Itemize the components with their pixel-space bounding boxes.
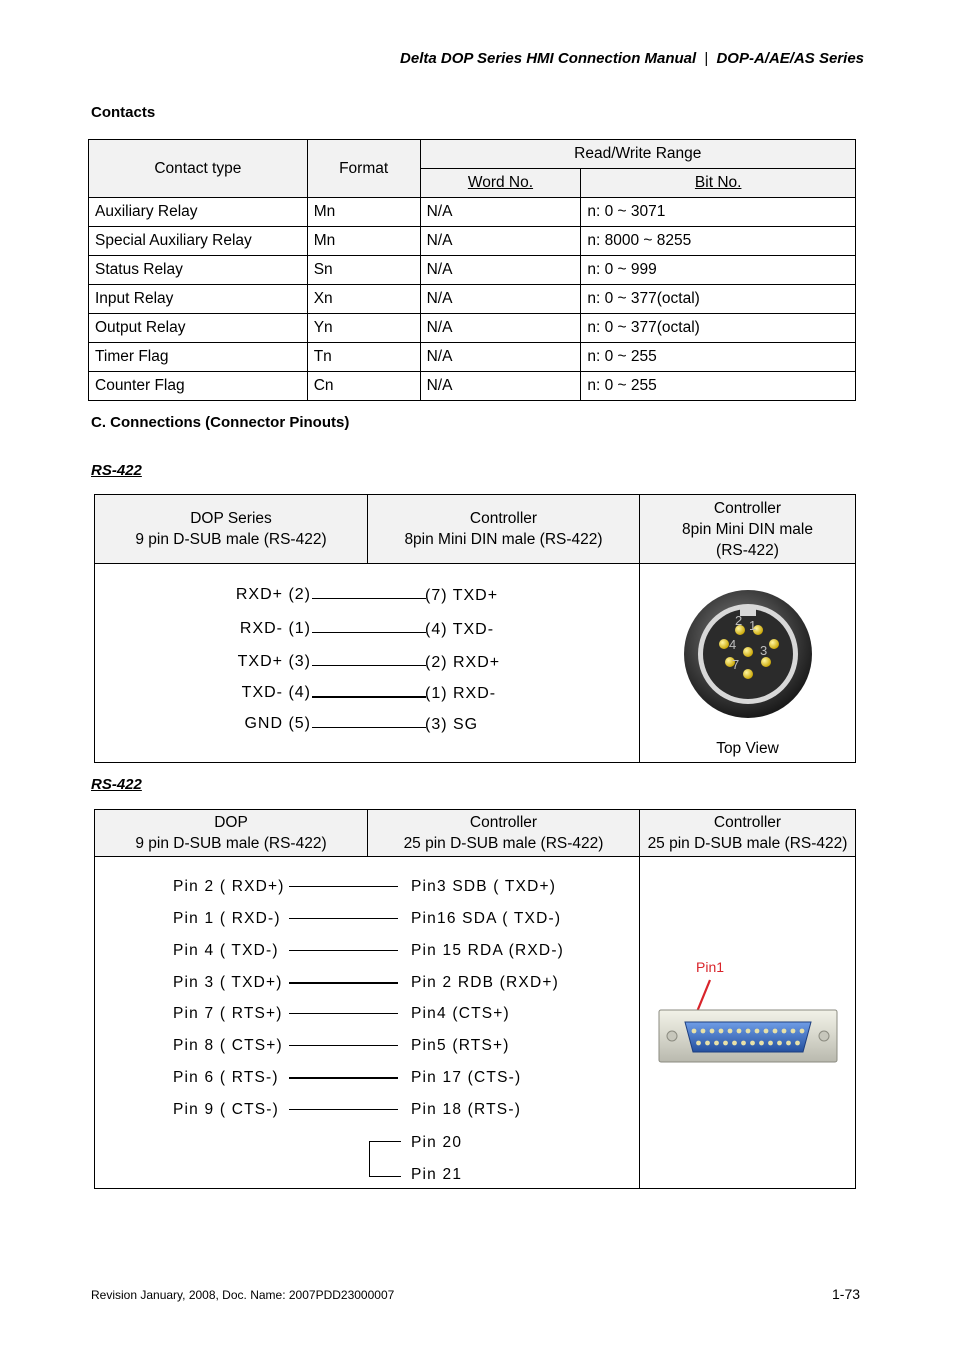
dop-pin-label: Pin 3 ( TXD+) (173, 974, 283, 991)
cell-word: N/A (420, 256, 581, 285)
controller-pin-label: Pin4 (CTS+) (411, 1005, 510, 1022)
controller-pin-label: (7) TXD+ (425, 587, 499, 604)
db25-pin (696, 1041, 701, 1046)
cell-bit: n: 8000 ~ 8255 (581, 227, 856, 256)
wire-line (289, 886, 398, 887)
din-pin-number: 1 (749, 618, 757, 633)
col-read-write-range: Read/Write Range (420, 140, 855, 169)
dop-pin-label: Pin 7 ( RTS+) (173, 1005, 283, 1022)
header-dop: DOP 9 pin D-SUB male (RS-422) (95, 810, 367, 856)
header-controller-dsub25-image: Controller 25 pin D-SUB male (RS-422) (640, 810, 855, 856)
contacts-table (88, 139, 856, 401)
cell-format: Mn (307, 227, 420, 256)
db25-connector-icon (658, 1008, 840, 1066)
db25-pin (759, 1041, 764, 1046)
cell-bit: n: 0 ~ 3071 (581, 198, 856, 227)
wire-line (312, 665, 426, 666)
db25-pin (741, 1041, 746, 1046)
db25-pin (732, 1041, 737, 1046)
controller-pin-label: Pin 18 (RTS-) (411, 1101, 522, 1118)
divider (639, 494, 640, 763)
divider (639, 809, 640, 1189)
header-dop-series: DOP Series 9 pin D-SUB male (RS-422) (95, 495, 367, 563)
mini-din-connector-icon (668, 580, 833, 735)
series-name: DOP-A/AE/AS Series (716, 50, 864, 67)
cell-type: Counter Flag (89, 372, 308, 401)
manual-title: Delta DOP Series HMI Connection Manual (400, 50, 697, 67)
table-row (89, 285, 856, 314)
connections-heading: C. Connections (Connector Pinouts) (91, 414, 350, 431)
controller-pin-label: Pin3 SDB ( TXD+) (411, 878, 557, 895)
wire-line (289, 982, 398, 984)
dop-pin-label: Pin 1 ( RXD-) (173, 910, 281, 927)
controller-pin-label: (1) RXD- (425, 685, 497, 702)
controller-pin-label: (3) SG (425, 716, 479, 733)
db25-pin (755, 1029, 760, 1034)
controller-pin-label: Pin 20 (411, 1134, 463, 1151)
table-row (89, 343, 856, 372)
revision-text: Revision January, 2008, Doc. Name: 2007PDD23000007 (91, 1288, 395, 1302)
db25-pin (710, 1029, 715, 1034)
header-controller-din-image: Controller 8pin Mini DIN male (RS-422) (640, 495, 855, 563)
header-controller-din: Controller 8pin Mini DIN male (RS-422) (368, 495, 639, 563)
cell-bit: n: 0 ~ 999 (581, 256, 856, 285)
header-separator: | (704, 50, 709, 67)
cell-format: Cn (307, 372, 420, 401)
din-pin-number: 4 (729, 637, 737, 652)
page-header (0, 50, 864, 67)
table-row (89, 256, 856, 285)
cell-word: N/A (420, 372, 581, 401)
controller-pin-label: Pin 15 RDA (RXD-) (411, 942, 565, 959)
divider (367, 494, 368, 564)
cell-type: Special Auxiliary Relay (89, 227, 308, 256)
cell-type: Input Relay (89, 285, 308, 314)
col-contact-type: Contact type (89, 140, 308, 198)
dop-pin-label: GND (5) (244, 715, 311, 732)
db25-pin (737, 1029, 742, 1034)
db25-pin (791, 1029, 796, 1034)
cell-word: N/A (420, 198, 581, 227)
wire-line (289, 1045, 398, 1046)
db25-pin (714, 1041, 719, 1046)
dop-pin-label: Pin 8 ( CTS+) (173, 1037, 283, 1054)
cell-bit: n: 0 ~ 377(octal) (581, 285, 856, 314)
dop-pin-label: Pin 4 ( TXD-) (173, 942, 279, 959)
dop-pin-label: Pin 6 ( RTS-) (173, 1069, 279, 1086)
dop-pin-label: RXD- (1) (239, 620, 311, 637)
controller-pin-label: Pin 21 (411, 1166, 463, 1183)
db25-pin (705, 1041, 710, 1046)
cell-word: N/A (420, 343, 581, 372)
col-bit-no: Bit No. (581, 169, 856, 198)
db25-pin (764, 1029, 769, 1034)
db25-pin (723, 1041, 728, 1046)
db25-pin (719, 1029, 724, 1034)
cell-bit: n: 0 ~ 255 (581, 372, 856, 401)
cell-format: Xn (307, 285, 420, 314)
col-format: Format (307, 140, 420, 198)
dop-pin-label: TXD- (4) (241, 684, 311, 701)
wire-line (312, 632, 426, 633)
db25-pin (768, 1041, 773, 1046)
dop-pin-label: Pin 9 ( CTS-) (173, 1101, 280, 1118)
table-row (89, 198, 856, 227)
cell-bit: n: 0 ~ 255 (581, 343, 856, 372)
controller-pin-label: Pin 17 (CTS-) (411, 1069, 522, 1086)
jumper-line (369, 1141, 401, 1142)
cell-word: N/A (420, 314, 581, 343)
cell-format: Sn (307, 256, 420, 285)
divider (367, 809, 368, 857)
cell-format: Mn (307, 198, 420, 227)
controller-pin-label: Pin5 (RTS+) (411, 1037, 510, 1054)
divider (94, 856, 856, 857)
din-pin-number: 7 (732, 657, 740, 672)
cell-format: Tn (307, 343, 420, 372)
rs422-dsub25-diagram (94, 809, 856, 1189)
controller-pin-label: (2) RXD+ (425, 654, 501, 671)
dop-pin-label: Pin 2 ( RXD+) (173, 878, 285, 895)
db25-pin (777, 1041, 782, 1046)
db25-pin (773, 1029, 778, 1034)
table-row (89, 314, 856, 343)
table-row (89, 372, 856, 401)
db25-pin (786, 1041, 791, 1046)
controller-pin-label: Pin16 SDA ( TXD-) (411, 910, 562, 927)
pin1-label: Pin1 (696, 959, 725, 975)
db25-pin (701, 1029, 706, 1034)
wire-line (289, 1077, 398, 1079)
db25-pin (692, 1029, 697, 1034)
jumper-line (369, 1176, 401, 1177)
top-view-caption: Top View (716, 740, 779, 757)
db25-pin (750, 1041, 755, 1046)
cell-type: Output Relay (89, 314, 308, 343)
cell-word: N/A (420, 285, 581, 314)
wire-line (289, 918, 398, 919)
cell-word: N/A (420, 227, 581, 256)
controller-pin-label: (4) TXD- (425, 621, 495, 638)
db25-pin (728, 1029, 733, 1034)
header-controller-dsub25: Controller 25 pin D-SUB male (RS-422) (368, 810, 639, 856)
dop-pin-label: TXD+ (3) (237, 653, 311, 670)
cell-format: Yn (307, 314, 420, 343)
cell-type: Status Relay (89, 256, 308, 285)
db25-pin (795, 1041, 800, 1046)
wire-line (289, 950, 398, 951)
db25-pin (800, 1029, 805, 1034)
wire-line (289, 1013, 398, 1014)
jumper-line (369, 1141, 370, 1177)
cell-bit: n: 0 ~ 377(octal) (581, 314, 856, 343)
wire-line (312, 598, 426, 599)
cell-type: Timer Flag (89, 343, 308, 372)
controller-pin-label: Pin 2 RDB (RXD+) (411, 974, 559, 991)
db25-pin (782, 1029, 787, 1034)
wire-line (312, 727, 426, 728)
table-row (89, 227, 856, 256)
page-number: 1-73 (832, 1286, 861, 1302)
cell-type: Auxiliary Relay (89, 198, 308, 227)
din-pin-number: 3 (760, 643, 768, 658)
din-pin-number: 2 (735, 613, 743, 628)
col-word-no: Word No. (420, 169, 581, 198)
db25-pin (746, 1029, 751, 1034)
rs422-label-a: RS-422 (91, 462, 142, 479)
wire-line (312, 696, 426, 698)
divider (94, 563, 856, 564)
dop-pin-label: RXD+ (2) (235, 586, 311, 603)
contacts-heading: Contacts (91, 104, 156, 121)
rs422-label-b: RS-422 (91, 776, 142, 793)
wire-line (289, 1109, 398, 1110)
